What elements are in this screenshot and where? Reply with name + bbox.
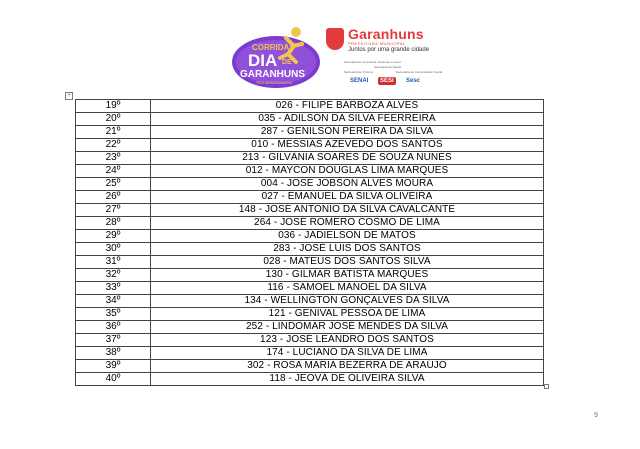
runner-cell: 026 - FILIPE BARBOZA ALVES: [151, 100, 544, 113]
event-logo-line2: DIA: [248, 51, 278, 70]
runner-cell: 004 - JOSÉ JOBSON ALVES MOURA: [151, 178, 544, 191]
corrida-dia-de-garanhuns-logo: [230, 24, 322, 90]
position-cell: 37º: [76, 334, 151, 347]
position-cell: 25º: [76, 178, 151, 191]
runner-cell: 116 - SAMOEL MANOEL DA SILVA: [151, 282, 544, 295]
brand-name: Garanhuns: [348, 26, 424, 42]
position-cell: 21º: [76, 126, 151, 139]
runner-cell: 174 - LUCIANO DA SILVA DE LIMA: [151, 347, 544, 360]
runner-cell: 213 - GILVÂNIA SOARES DE SOUZA NUNES: [151, 152, 544, 165]
runner-cell: 302 - ROSA MARIA BEZERRA DE ARAÚJO: [151, 360, 544, 373]
table-row: [76, 243, 544, 256]
position-cell: 32º: [76, 269, 151, 282]
table-row: [76, 152, 544, 165]
position-cell: 38º: [76, 347, 151, 360]
table-row: [76, 308, 544, 321]
table-row: [76, 178, 544, 191]
runner-cell: 287 - GENILSON PEREIRA DA SILVA: [151, 126, 544, 139]
table-row: [76, 230, 544, 243]
table-row: [76, 373, 544, 386]
runner-cell: 012 - MAYCON DOUGLAS LIMA MARQUES: [151, 165, 544, 178]
table-row: [76, 347, 544, 360]
runner-cell: 148 - JOSÉ ANTONIO DA SILVA CAVALCANTE: [151, 204, 544, 217]
brand-slogan: Juntos por uma grande cidade: [348, 47, 430, 53]
event-logo-line3: DE: [282, 59, 292, 66]
position-cell: 36º: [76, 321, 151, 334]
table-row: [76, 126, 544, 139]
sesi-badge: SESI: [380, 78, 394, 84]
event-logo-line1: CORRIDA: [252, 43, 290, 52]
position-cell: 20º: [76, 113, 151, 126]
move-handle-icon[interactable]: +: [65, 92, 73, 100]
table-row: [76, 191, 544, 204]
partner-line-1: Secretaria de Juventude, Esportes e Lazer: [344, 60, 401, 64]
position-cell: 31º: [76, 256, 151, 269]
runner-cell: 118 - JEOVÁ DE OLIVEIRA SILVA: [151, 373, 544, 386]
runner-cell: 027 - EMANUEL DA SILVA OLIVEIRA: [151, 191, 544, 204]
table-row: [76, 100, 544, 113]
event-logo-tagline: TRIO MEDATAYAGEM: [256, 81, 292, 85]
runner-cell: 252 - LINDOMAR JOSÉ MENDES DA SILVA: [151, 321, 544, 334]
table-row: [76, 334, 544, 347]
table-row: [76, 282, 544, 295]
position-cell: 34º: [76, 295, 151, 308]
partner-line-2: Secretaria de Saúde: [374, 65, 402, 69]
page-number: 9: [594, 412, 598, 419]
runner-cell: 123 - JOSÉ LEANDRO DOS SANTOS: [151, 334, 544, 347]
table-row: [76, 217, 544, 230]
senai-badge: SENAI: [350, 78, 369, 84]
partner-line-4: Secretaria de Comunicação Social: [396, 70, 443, 74]
runner-cell: 130 - GILMAR BATISTA MARQUES: [151, 269, 544, 282]
position-cell: 19º: [76, 100, 151, 113]
position-cell: 27º: [76, 204, 151, 217]
position-cell: 23º: [76, 152, 151, 165]
table-row: [76, 113, 544, 126]
position-cell: 22º: [76, 139, 151, 152]
runner-cell: 264 - JOSÉ ROMERO COSMO DE LIMA: [151, 217, 544, 230]
table-row: [76, 321, 544, 334]
table-row: [76, 256, 544, 269]
runner-cell: 035 - ADILSON DA SILVA FEERREIRA: [151, 113, 544, 126]
sesc-badge: Sesc: [406, 78, 421, 84]
table-row: [76, 360, 544, 373]
runner-cell: 121 - GENIVAL PESSOA DE LIMA: [151, 308, 544, 321]
position-cell: 35º: [76, 308, 151, 321]
event-logo-line4: GARANHUNS: [240, 69, 305, 80]
position-cell: 40º: [76, 373, 151, 386]
position-cell: 39º: [76, 360, 151, 373]
table-row: [76, 269, 544, 282]
garanhuns-prefeitura-logo: [326, 26, 446, 90]
runner-cell: 010 - MESSIAS AZEVEDO DOS SANTOS: [151, 139, 544, 152]
runner-cell: 283 - JOSÉ LUIS DOS SANTOS: [151, 243, 544, 256]
position-cell: 26º: [76, 191, 151, 204]
table-row: [76, 295, 544, 308]
brand-sub: PREFEITURA MUNICIPAL: [348, 41, 406, 46]
runner-cell: 134 - WELLINGTON GONÇALVES DA SILVA: [151, 295, 544, 308]
table-resize-handle[interactable]: [544, 384, 549, 389]
runner-cell: 028 - MATEUS DOS SANTOS SILVA: [151, 256, 544, 269]
position-cell: 28º: [76, 217, 151, 230]
table-row: [76, 139, 544, 152]
ranking-table: [75, 99, 544, 386]
table-row: [76, 165, 544, 178]
city-crest-icon: [326, 28, 344, 50]
position-cell: 30º: [76, 243, 151, 256]
position-cell: 29º: [76, 230, 151, 243]
position-cell: 33º: [76, 282, 151, 295]
position-cell: 24º: [76, 165, 151, 178]
table-row: [76, 204, 544, 217]
partner-strip: [326, 60, 446, 88]
partner-line-3: Secretaria de Turismo: [344, 70, 374, 74]
runner-cell: 036 - JADIELSON DE MATOS: [151, 230, 544, 243]
